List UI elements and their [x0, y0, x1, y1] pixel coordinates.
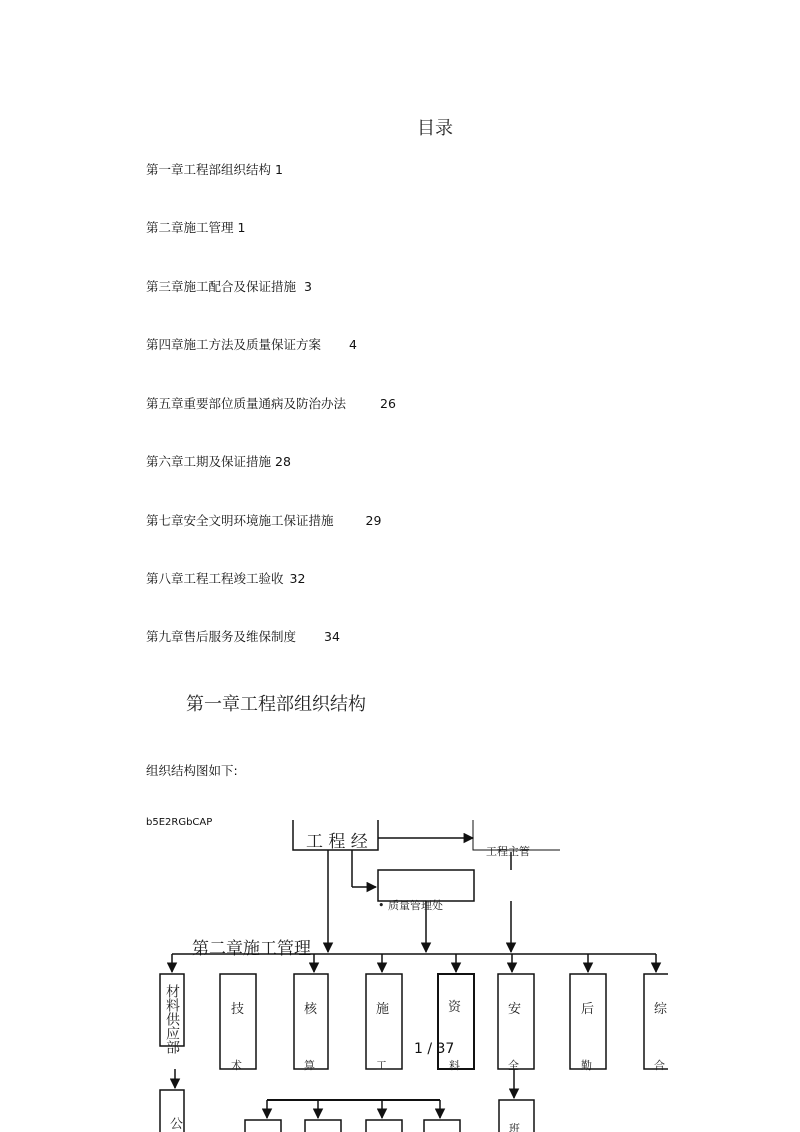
dept-label-tech-2: 术 [231, 1059, 242, 1072]
toc-item-page: 34 [324, 629, 340, 644]
toc-title: 目录 [417, 118, 453, 139]
dept-box-construction [366, 974, 402, 1069]
sub-box-left-label: 公 [170, 1117, 184, 1132]
intro-text: 组织结构图如下: [146, 763, 238, 778]
top-box-label: 工 程 经 [306, 832, 368, 852]
page-indicator: 1 / 37 [414, 1041, 455, 1057]
dept-label-documents-2: 料 [449, 1059, 460, 1072]
toc-item-page: 3 [304, 279, 312, 294]
dept-label-accounting-2: 算 [304, 1059, 315, 1072]
overlay-heading: 第二章施工管理 [192, 939, 311, 959]
quality-box-label: • 质量管理处 [378, 899, 443, 912]
sub-box-right-label: 班 [509, 1122, 520, 1132]
toc-item-label: 第六章工期及保证措施 [146, 454, 272, 469]
toc-item-label: 第九章售后服务及维保制度 [146, 629, 297, 644]
toc-item-label: 第五章重要部位质量通病及防治办法 [146, 396, 347, 411]
dept-label-logistics-2: 勤 [581, 1059, 592, 1072]
dept-label-documents: 资 [448, 1000, 462, 1015]
dept-label-safety-2: 全 [508, 1059, 519, 1072]
dept-label-construction-2: 工 [376, 1059, 387, 1072]
bottom-box [245, 1120, 281, 1132]
toc-item-page: 29 [365, 513, 382, 528]
bottom-box [366, 1120, 402, 1132]
chapter-heading: 第一章工程部组织结构 [186, 694, 366, 715]
dept-label-safety: 安 [508, 1002, 522, 1017]
toc-item-page: 1 [275, 162, 283, 177]
supervisor-label: 工程主管 [486, 845, 530, 858]
dept-label-logistics: 后 [581, 1002, 595, 1017]
toc-item-label: 第一章工程部组织结构 [146, 162, 272, 177]
toc-item-page: 28 [275, 454, 291, 469]
doc-code: b5E2RGbCAP [146, 817, 213, 828]
toc-item-label: 第八章工程工程竣工验收 [146, 571, 284, 586]
toc-item-label: 第三章施工配合及保证措施 [146, 279, 297, 294]
toc-item-label: 第七章安全文明环境施工保证措施 [146, 513, 334, 528]
toc-item-page: 26 [380, 396, 396, 411]
dept-box-safety [498, 974, 534, 1069]
bottom-box [424, 1120, 460, 1132]
dept-box-logistics [570, 974, 606, 1069]
dept-label-tech: 技 [231, 1002, 245, 1017]
dept-label-general-2: 合 [654, 1059, 665, 1072]
toc-item-label: 第四章施工方法及质量保证方案 [146, 337, 322, 352]
dept-label-general: 综 [654, 1002, 668, 1017]
dept-box-general [644, 974, 668, 1069]
toc-item-page: 4 [349, 337, 357, 352]
quality-box [378, 870, 474, 901]
bottom-box [305, 1120, 341, 1132]
toc-item-page: 1 [237, 220, 246, 235]
dept-label-materials: 材料供应部 [164, 984, 180, 1054]
dept-box-accounting [294, 974, 328, 1069]
dept-box-tech [220, 974, 256, 1069]
dept-label-accounting: 核 [304, 1002, 318, 1017]
dept-label-construction: 施 [376, 1002, 390, 1017]
toc-item-page: 32 [289, 571, 306, 586]
toc-item-label: 第二章施工管理 [146, 220, 234, 235]
